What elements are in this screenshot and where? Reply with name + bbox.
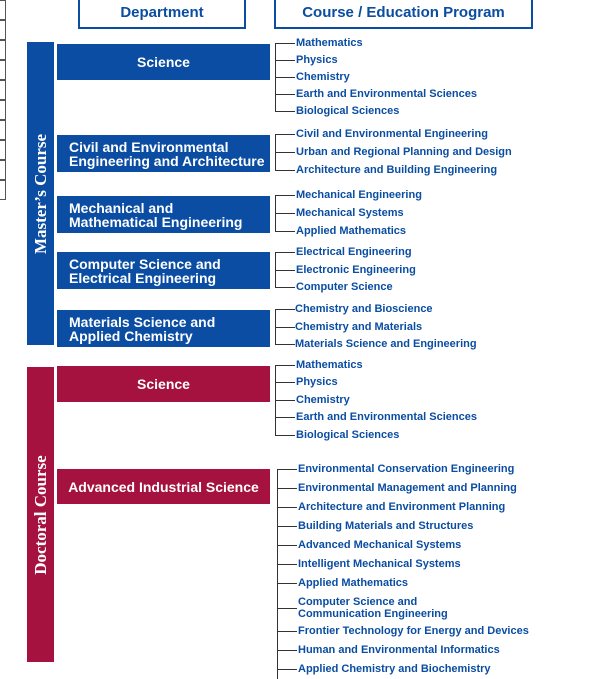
program-item: Frontier Technology for Energy and Devices — [298, 625, 529, 637]
connector — [275, 252, 295, 253]
connector — [277, 583, 297, 584]
program-item: Computer Science and Communication Engineering — [298, 596, 448, 620]
connector — [275, 309, 295, 310]
program-item: Chemistry and Materials — [295, 321, 423, 333]
program-item: Mathematics — [296, 37, 363, 49]
dept-civil-environmental-architecture — [57, 135, 270, 172]
page-edge-tab — [0, 180, 6, 200]
masters-course-label: Master’s Course — [30, 133, 50, 254]
program-item: Chemistry and Bioscience — [295, 303, 433, 315]
page-edge-tab — [0, 100, 6, 120]
program-item: Earth and Environmental Sciences — [296, 411, 477, 423]
dept-label: Civil and Environmental Engineering and Architecture — [69, 138, 265, 169]
program-header-label: Course / Education Program — [302, 4, 505, 21]
connector — [275, 365, 295, 366]
connector — [275, 43, 295, 44]
connector — [277, 564, 297, 565]
connector — [275, 270, 295, 271]
program-item: Applied Mathematics — [298, 577, 409, 589]
doctoral-course-band — [27, 367, 54, 662]
page-edge-tab — [0, 80, 6, 100]
connector — [277, 545, 297, 546]
connector — [275, 344, 295, 345]
connector — [277, 469, 297, 470]
program-item: Environmental Conservation Engineering — [298, 463, 515, 475]
program-item: Physics — [296, 54, 338, 66]
connector — [275, 382, 295, 383]
connector — [277, 669, 297, 670]
program-item: Advanced Mechanical Systems — [298, 539, 462, 551]
department-header — [78, 0, 246, 29]
program-item: Chemistry — [296, 394, 350, 406]
connector — [275, 60, 295, 61]
connector — [275, 287, 295, 288]
page-edge-tab — [0, 0, 6, 20]
connector — [277, 507, 297, 508]
dept-label: Materials Science and Applied Chemistry — [69, 313, 216, 344]
program-item: Architecture and Building Engineering — [296, 164, 498, 176]
program-item: Biological Sciences — [296, 105, 400, 117]
connector — [275, 94, 295, 95]
program-item: Architecture and Environment Planning — [298, 501, 506, 513]
connector — [275, 417, 295, 418]
page-edge-tab — [0, 60, 6, 80]
doctoral-course-label: Doctoral Course — [30, 454, 50, 575]
program-header — [274, 0, 533, 29]
masters-course-band — [27, 42, 54, 345]
connector — [275, 170, 295, 171]
program-item: Urban and Regional Planning and Design — [296, 146, 512, 158]
connector — [277, 650, 297, 651]
page-edge-tab — [0, 40, 6, 60]
dept-label: Advanced Industrial Science — [68, 478, 259, 495]
program-item: Civil and Environmental Engineering — [296, 128, 488, 140]
dept-masters-science — [57, 44, 270, 80]
dept-advanced-industrial-science — [57, 469, 270, 504]
program-item: Materials Science and Engineering — [295, 338, 477, 350]
connector — [275, 77, 295, 78]
connector — [275, 134, 295, 135]
connector — [275, 231, 295, 232]
connector — [275, 195, 295, 196]
department-header-label: Department — [120, 4, 204, 21]
dept-computer-electrical — [57, 252, 270, 289]
page-edge-tab — [0, 140, 6, 160]
connector — [277, 488, 297, 489]
connector — [277, 608, 297, 609]
dept-label: Science — [137, 54, 190, 70]
connector — [277, 631, 297, 632]
connector — [275, 400, 295, 401]
program-item: Mechanical Engineering — [296, 189, 422, 201]
program-item: Mechanical Systems — [296, 207, 404, 219]
program-item: Electronic Engineering — [296, 264, 416, 276]
page-edge-tab — [0, 160, 6, 180]
connector — [275, 327, 295, 328]
program-item: Building Materials and Structures — [298, 520, 474, 532]
connector — [277, 526, 297, 527]
program-item: Biological Sciences — [296, 429, 400, 441]
program-item: Physics — [296, 376, 338, 388]
program-item: Chemistry — [296, 71, 350, 83]
bracket-line — [277, 469, 278, 679]
connector — [275, 435, 295, 436]
dept-mechanical-mathematical — [57, 196, 270, 233]
program-item: Applied Mathematics — [296, 225, 407, 237]
dept-doctoral-science — [57, 366, 270, 402]
program-item: Environmental Management and Planning — [298, 482, 517, 494]
dept-label: Science — [137, 376, 190, 392]
program-item: Computer Science — [296, 281, 393, 293]
connector — [275, 111, 295, 112]
program-item: Human and Environmental Informatics — [298, 644, 500, 656]
program-item: Intelligent Mechanical Systems — [298, 558, 461, 570]
program-item: Applied Chemistry and Biochemistry — [298, 663, 491, 675]
dept-materials-applied-chemistry — [57, 310, 270, 347]
dept-label: Mechanical and Mathematical Engineering — [69, 199, 243, 230]
program-item: Mathematics — [296, 359, 363, 371]
connector — [275, 213, 295, 214]
program-item: Electrical Engineering — [296, 246, 412, 258]
page-edge-tab — [0, 120, 6, 140]
page-edge-tab — [0, 20, 6, 40]
program-item: Earth and Environmental Sciences — [296, 88, 477, 100]
connector — [275, 152, 295, 153]
dept-label: Computer Science and Electrical Engineering — [69, 255, 221, 286]
